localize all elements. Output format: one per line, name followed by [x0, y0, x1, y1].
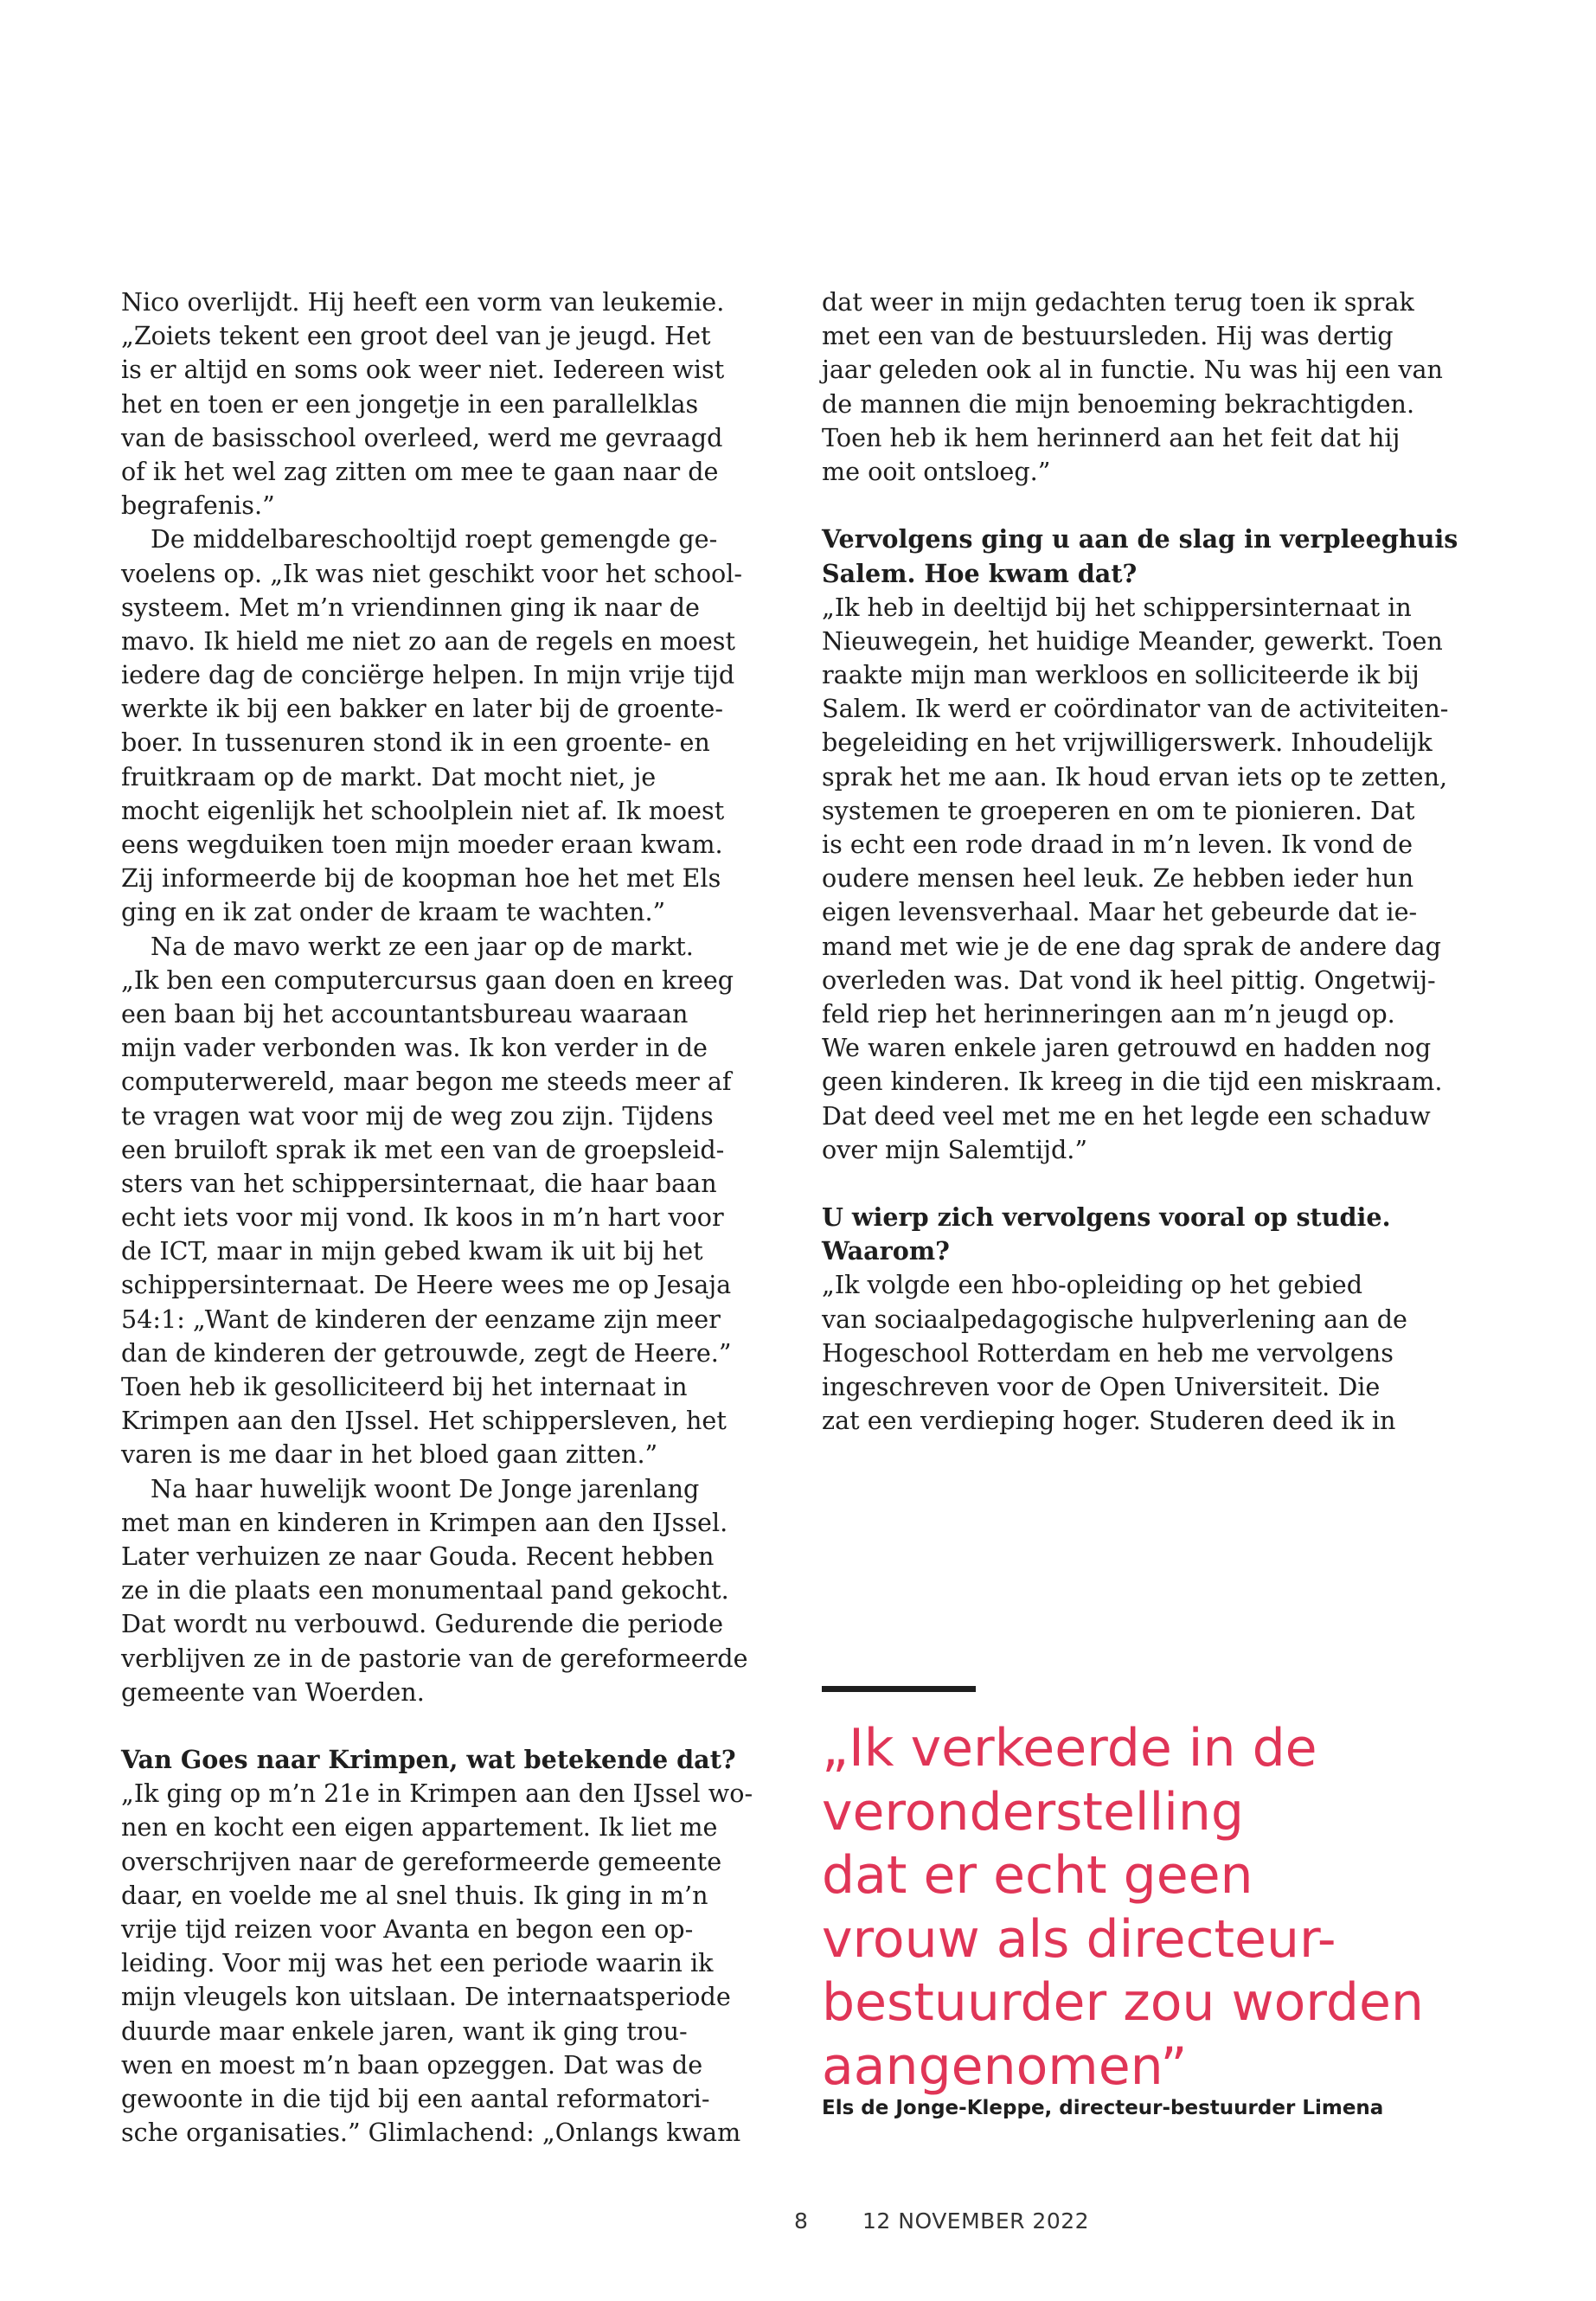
text-line: eens wegduiken toen mijn moeder eraan kwam.: [121, 830, 723, 859]
text-line: varen is me daar in het bloed gaan zitten.”: [121, 1439, 658, 1470]
text-line: 54:1: „Want de kinderen der eenzame zijn meer: [121, 1304, 721, 1334]
text-line: duurde maar enkele jaren, want ik ging trou-: [121, 2016, 688, 2046]
text-line: boer. In tussenuren stond ik in een groente- en: [121, 727, 710, 758]
text-line: Na de mavo werkt ze een jaar op de markt.: [151, 931, 694, 961]
text-line: mocht eigenlijk het schoolplein niet af. Ik moest: [121, 795, 725, 825]
text-line: eigen levensverhaal. Maar het gebeurde dat ie-: [822, 897, 1418, 927]
text-line: Krimpen aan den IJssel. Het schippersleven, het: [121, 1406, 727, 1436]
text-line: oudere mensen heel leuk. Ze hebben ieder hun: [822, 863, 1414, 894]
text-line: leiding. Voor mij was het een periode waarin ik: [121, 1948, 714, 1978]
page-number: 8: [794, 2208, 808, 2234]
interview-question: Van Goes naar Krimpen, wat betekende dat?: [121, 1745, 736, 1775]
text-line: gemeente van Woerden.: [121, 1676, 425, 1707]
text-line: overleden was. Dat vond ik heel pittig. Ongetwij-: [822, 965, 1436, 995]
text-line: geen kinderen. Ik kreeg in die tijd een miskraam.: [822, 1067, 1443, 1097]
text-line: mavo. Ik hield me niet zo aan de regels en moest: [121, 625, 735, 656]
text-line: een bruiloft sprak ik met een van de groepsleid-: [121, 1134, 725, 1164]
text-line: Salem. Ik werd er coördinator van de activiteiten-: [822, 694, 1449, 724]
pull-quote: [822, 1717, 1424, 2099]
pull-quote-line: „Ik verkeerde in de: [822, 1718, 1317, 1779]
text-line: dat weer in mijn gedachten terug toen ik sprak: [822, 287, 1414, 317]
pull-quote-line: bestuurder zou worden: [822, 1972, 1424, 2033]
text-line: dan de kinderen der getrouwde, zegt de Heere.”: [121, 1337, 732, 1368]
paragraph-gap: [822, 1167, 1375, 1201]
text-line: met een van de bestuursleden. Hij was dertig: [822, 321, 1394, 351]
text-line: van sociaalpedagogische hulpverlening aan de: [822, 1304, 1407, 1334]
text-line: mijn vleugels kon uitslaan. De internaatsperiode: [121, 1982, 731, 2012]
text-line: is er altijd en soms ook weer niet. Iedereen wist: [121, 355, 725, 385]
text-line: „Ik ging op m’n 21e in Krimpen aan den IJssel wo-: [121, 1779, 753, 1809]
text-line: wen en moest m’n baan opzeggen. Dat was de: [121, 2049, 703, 2080]
text-line: van de basisschool overleed, werd me gevraagd: [121, 422, 723, 452]
text-line: mijn vader verbonden was. Ik kon verder in de: [121, 1033, 708, 1063]
text-line: de ICT, maar in mijn gebed kwam ik uit bij het: [121, 1236, 703, 1266]
paragraph-gap: [822, 489, 1375, 522]
text-line: sprak het me aan. Ik houd ervan iets op te zetten,: [822, 761, 1448, 792]
pull-quote-line: dat er echt geen: [822, 1845, 1253, 1906]
text-line: Toen heb ik gesolliciteerd bij het internaat in: [121, 1372, 688, 1401]
text-line: jaar geleden ook al in functie. Nu was hij een van: [822, 355, 1443, 385]
text-line: Dat deed veel met me en het legde een schaduw: [822, 1100, 1431, 1131]
pull-quote-line: aangenomen”: [822, 2035, 1188, 2097]
pull-quote-rule: [822, 1686, 976, 1692]
text-line: het en toen er een jongetje in een parallelklas: [121, 388, 699, 419]
pull-quote-line: veronderstelling: [822, 1781, 1244, 1843]
text-line: computerwereld, maar begon me steeds meer af: [121, 1067, 732, 1097]
issue-date: 12 NOVEMBER 2022: [862, 2208, 1090, 2234]
text-line: ging en ik zat onder de kraam te wachten.”: [121, 897, 666, 927]
article-column-left: [121, 285, 753, 2150]
interview-question: Waarom?: [822, 1236, 950, 1266]
text-line: Hogeschool Rotterdam en heb me vervolgens: [822, 1337, 1394, 1368]
text-line: fruitkraam op de markt. Dat mocht niet, je: [121, 761, 657, 792]
text-line: vrije tijd reizen voor Avanta en begon een op-: [121, 1914, 694, 1944]
text-line: ingeschreven voor de Open Universiteit. Die: [822, 1372, 1381, 1401]
text-line: overschrijven naar de gereformeerde gemeente: [121, 1846, 722, 1876]
text-line: „Ik ben een computercursus gaan doen en kreeg: [121, 965, 734, 995]
text-line: gewoonte in die tijd bij een aantal reformatori-: [121, 2083, 710, 2113]
text-line: is echt een rode draad in m’n leven. Ik vond de: [822, 830, 1413, 859]
text-line: Nieuwegein, het huidige Meander, gewerkt. Toen: [822, 625, 1443, 656]
text-line: We waren enkele jaren getrouwd en hadden nog: [822, 1033, 1432, 1063]
text-line: Toen heb ik hem herinnerd aan het feit dat hij: [822, 422, 1401, 452]
pull-quote-line: vrouw als directeur-: [822, 1908, 1336, 1970]
text-line: De middelbareschooltijd roept gemengde ge-: [151, 524, 718, 554]
text-line: verblijven ze in de pastorie van de gereformeerde: [121, 1643, 748, 1673]
text-line: de mannen die mijn benoeming bekrachtigden.: [822, 388, 1415, 419]
text-line: mand met wie je de ene dag sprak de andere dag: [822, 931, 1441, 961]
text-line: een baan bij het accountantsbureau waaraan: [121, 998, 689, 1029]
text-line: feld riep het herinneringen aan m’n jeugd op.: [822, 998, 1395, 1029]
text-line: systemen te groeperen en om te pionieren. Dat: [822, 795, 1415, 825]
text-line: sche organisaties.” Glimlachend: „Onlangs kwam: [121, 2118, 741, 2148]
text-line: te vragen wat voor mij de weg zou zijn. Tijdens: [121, 1100, 714, 1131]
text-line: iedere dag de conciërge helpen. In mijn vrije tijd: [121, 660, 735, 690]
text-line: Nico overlijdt. Hij heeft een vorm van leukemie.: [121, 287, 725, 317]
text-line: begeleiding en het vrijwilligerswerk. Inhoudelijk: [822, 727, 1433, 758]
text-line: „Zoiets tekent een groot deel van je jeugd. Het: [121, 321, 711, 351]
interview-question: Salem. Hoe kwam dat?: [822, 558, 1138, 588]
text-line: Na haar huwelijk woont De Jonge jarenlang: [151, 1473, 700, 1503]
pull-quote-attribution: Els de Jonge-Kleppe, directeur-bestuurder Limena: [822, 2097, 1384, 2119]
text-line: schippersinternaat. De Heere wees me op Jesaja: [121, 1270, 732, 1300]
text-line: echt iets voor mij vond. Ik koos in m’n hart voor: [121, 1202, 724, 1233]
article-column-right: [822, 285, 1458, 1438]
text-line: over mijn Salemtijd.”: [822, 1134, 1088, 1164]
interview-question: U wierp zich vervolgens vooral op studie.: [822, 1202, 1391, 1233]
text-line: nen en kocht een eigen appartement. Ik liet me: [121, 1812, 718, 1843]
text-line: sters van het schippersinternaat, die haar baan: [121, 1168, 717, 1198]
text-line: ze in die plaats een monumentaal pand gekocht.: [121, 1575, 729, 1606]
text-line: Zij informeerde bij de koopman hoe het met Els: [121, 863, 721, 894]
paragraph-gap: [121, 1709, 675, 1743]
text-line: „Ik volgde een hbo-opleiding op het gebied: [822, 1270, 1363, 1300]
text-line: Later verhuizen ze naar Gouda. Recent hebben: [121, 1541, 715, 1571]
text-line: voelens op. „Ik was niet geschikt voor het school-: [121, 558, 743, 588]
text-line: daar, en voelde me al snel thuis. Ik ging in m’n: [121, 1880, 708, 1910]
text-line: raakte mijn man werkloos en solliciteerde ik bij: [822, 660, 1420, 690]
text-line: Dat wordt nu verbouwd. Gedurende die periode: [121, 1609, 724, 1639]
text-line: zat een verdieping hoger. Studeren deed ik in: [822, 1406, 1396, 1436]
text-line: met man en kinderen in Krimpen aan den IJssel.: [121, 1507, 728, 1537]
text-line: werkte ik bij een bakker en later bij de groente-: [121, 694, 723, 724]
text-line: systeem. Met m’n vriendinnen ging ik naar de: [121, 592, 700, 622]
text-line: „Ik heb in deeltijd bij het schippersinternaat in: [822, 592, 1412, 622]
text-line: of ik het wel zag zitten om mee te gaan naar de: [121, 456, 719, 486]
interview-question: Vervolgens ging u aan de slag in verpleeghuis: [822, 524, 1458, 554]
text-line: me ooit ontsloeg.”: [822, 456, 1051, 486]
text-line: begrafenis.”: [121, 490, 275, 521]
